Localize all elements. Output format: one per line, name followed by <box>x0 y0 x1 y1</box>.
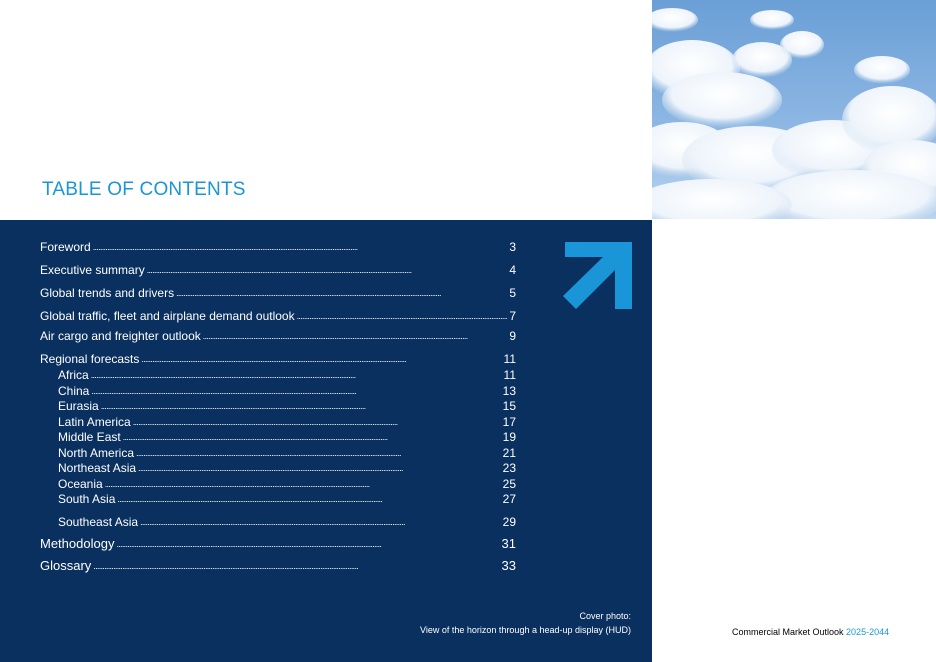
sky-photo <box>652 0 936 219</box>
toc-entry-oceania[interactable]: Oceania . . . 25 <box>58 477 516 492</box>
toc-entry-foreword[interactable]: Foreword . . . 3 <box>40 240 516 255</box>
diagonal-arrow-icon <box>563 242 632 309</box>
toc-entry-china[interactable]: China . . . 13 <box>58 384 516 399</box>
toc-entry-eurasia[interactable]: Eurasia . . . 15 <box>58 399 516 414</box>
toc-entry-methodology[interactable]: Methodology . . . 31 <box>40 536 516 551</box>
footer-years: 2025-2044 <box>846 627 890 637</box>
toc-entry-regional-forecasts[interactable]: Regional forecasts . . . 11 <box>40 352 516 367</box>
toc-entry-global-traffic[interactable]: Global traffic, fleet and airplane demand outlook . . . 7 <box>40 309 516 324</box>
toc-entry-air-cargo[interactable]: Air cargo and freighter outlook . . . 9 <box>40 329 516 344</box>
cover-photo-caption: View of the horizon through a head-up display (HUD) <box>420 625 631 635</box>
cover-photo-label: Cover photo: <box>579 611 631 621</box>
page-title: TABLE OF CONTENTS <box>42 179 246 200</box>
toc-entry-north-america[interactable]: North America . . . 21 <box>58 446 516 461</box>
toc-entry-latin-america[interactable]: Latin America . . . 17 <box>58 415 516 430</box>
toc-entry-middle-east[interactable]: Middle East . . . 19 <box>58 430 516 445</box>
toc-entry-glossary[interactable]: Glossary . . . 33 <box>40 558 516 573</box>
toc-entry-global-trends[interactable]: Global trends and drivers . . . 5 <box>40 286 516 301</box>
toc-entry-southeast-asia[interactable]: Southeast Asia . . . 29 <box>58 515 516 530</box>
toc-entry-northeast-asia[interactable]: Northeast Asia . . . 23 <box>58 461 516 476</box>
footer-title <box>732 627 889 637</box>
toc-entry-executive-summary[interactable]: Executive summary . . . 4 <box>40 263 516 278</box>
toc-entry-south-asia[interactable]: South Asia . . . 27 <box>58 492 516 507</box>
toc-panel <box>0 220 652 662</box>
toc-entry-africa[interactable]: Africa . . . 11 <box>58 368 516 383</box>
footer-publication: Commercial Market Outlook <box>732 627 844 637</box>
